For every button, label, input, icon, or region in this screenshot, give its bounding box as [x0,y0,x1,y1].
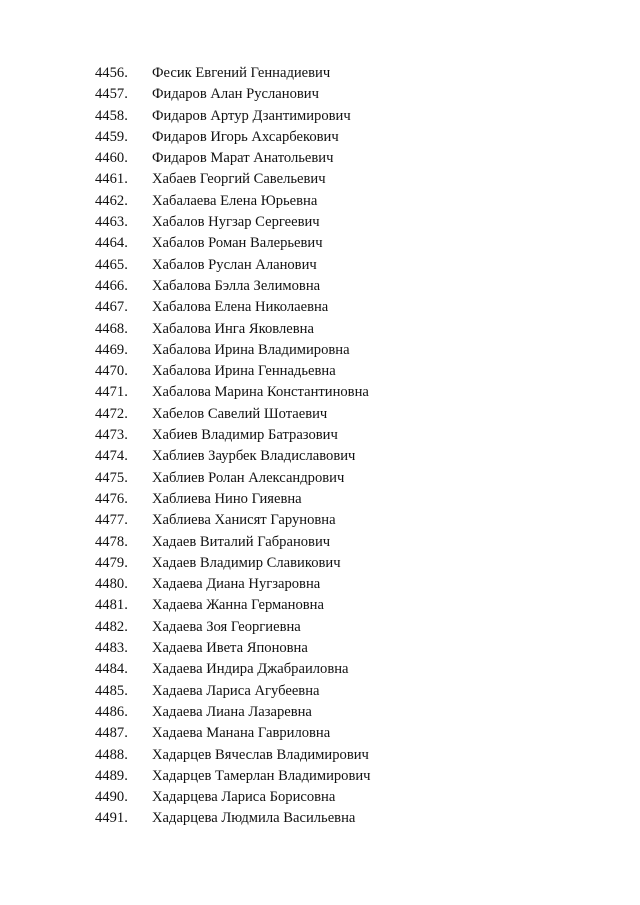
entry-name: Хаблиева Ханисят Гаруновна [152,512,336,529]
entry-number: 4462. [95,192,128,209]
entry-number: 4456. [95,65,128,81]
list-item [95,191,615,212]
entry-number: 4469. [95,341,128,358]
list-item [95,319,615,340]
entry-name: Хабалова Марина Константиновна [152,384,369,401]
entry-number: 4470. [95,363,128,380]
entry-number: 4487. [95,725,128,742]
entry-number: 4476. [95,490,128,507]
entry-name: Хадаева Лариса Агубеевна [152,682,320,699]
entry-name: Хадарцев Вячеслав Владимирович [152,746,369,763]
entry-name: Хадаев Виталий Габранович [152,533,331,550]
list-item [95,681,615,702]
entry-name: Хаблиев Ролан Александрович [152,469,345,486]
entry-name: Хабалова Инга Яковлевна [152,320,314,337]
entry-name: Фидаров Игорь Ахсарбекович [152,128,339,145]
entry-name: Хабиев Владимир Батразович [152,427,338,444]
entry-number: 4457. [95,86,128,103]
entry-name: Хадаева Индира Джабраиловна [152,661,349,678]
entry-number: 4468. [95,320,128,337]
entry-number: 4466. [95,277,128,294]
entry-name: Хадаева Зоя Георгиевна [152,618,301,635]
entry-number: 4480. [95,576,128,593]
entry-name: Хадаева Ивета Японовна [152,640,308,657]
entry-number: 4486. [95,703,128,720]
entry-name: Хаблиев Заурбек Владиславович [152,448,356,465]
entry-name: Хабелов Савелий Шотаевич [152,405,328,422]
entry-name: Хадаева Лиана Лазаревна [152,703,312,720]
list-item [95,382,615,403]
list-item [95,659,615,680]
entry-number: 4485. [95,682,128,699]
entry-number: 4474. [95,448,128,465]
entry-name: Хадаева Диана Нугзаровна [152,576,321,593]
list-item [95,808,615,829]
list-item [95,169,615,190]
entry-number: 4477. [95,512,128,529]
entry-number: 4489. [95,767,128,784]
list-item [95,745,615,766]
entry-name: Хабалов Роман Валерьевич [152,235,323,252]
entry-name: Хабалаева Елена Юрьевна [152,192,318,209]
entry-name: Фидаров Артур Дзантимирович [152,107,351,124]
name-list [95,63,615,830]
entry-name: Хадарцева Лариса Борисовна [152,789,336,806]
entry-number: 4471. [95,384,128,401]
entry-name: Хадаева Жанна Германовна [152,597,324,614]
entry-name: Хабалов Нугзар Сергеевич [152,214,320,231]
list-item [95,340,615,361]
entry-number: 4482. [95,618,128,635]
entry-name: Фидаров Алан Русланович [152,86,319,103]
list-item [95,468,615,489]
entry-number: 4459. [95,128,128,145]
list-item [95,595,615,616]
entry-number: 4478. [95,533,128,550]
entry-name: Хабалова Елена Николаевна [152,299,329,316]
list-item [95,361,615,382]
list-item [95,404,615,425]
list-item [95,617,615,638]
list-item [95,446,615,467]
entry-number: 4464. [95,235,128,252]
entry-number: 4484. [95,661,128,678]
list-item [95,638,615,659]
entry-number: 4488. [95,746,128,763]
list-item [95,510,615,531]
list-item [95,425,615,446]
entry-number: 4483. [95,640,128,657]
list-item [95,723,615,744]
list-item [95,233,615,254]
list-item [95,766,615,787]
list-item [95,489,615,510]
entry-number: 4473. [95,427,128,444]
entry-number: 4463. [95,214,128,231]
entry-name: Фесик Евгений Геннадиевич [152,65,331,81]
list-item [95,702,615,723]
list-item [95,212,615,233]
entry-name: Хабалова Ирина Владимировна [152,341,350,358]
entry-number: 4479. [95,554,128,571]
list-item [95,553,615,574]
entry-name: Хадарцев Тамерлан Владимирович [152,767,371,784]
entry-name: Хадарцева Людмила Васильевна [152,810,356,827]
entry-name: Хаблиева Нино Гияевна [152,490,302,507]
list-item [95,532,615,553]
entry-number: 4467. [95,299,128,316]
entry-name: Хадаев Владимир Славикович [152,554,341,571]
entry-number: 4481. [95,597,128,614]
entry-number: 4458. [95,107,128,124]
list-item [95,276,615,297]
list-item [95,297,615,318]
entry-number: 4460. [95,150,128,167]
list-item [95,255,615,276]
entry-number: 4490. [95,789,128,806]
list-item [95,148,615,169]
list-item [95,574,615,595]
list-item [95,787,615,808]
entry-name: Хабалова Бэлла Зелимовна [152,277,321,294]
entry-number: 4461. [95,171,128,188]
entry-name: Фидаров Марат Анатольевич [152,150,334,167]
list-item [95,106,615,127]
list-item [95,63,615,84]
list-item [95,84,615,105]
entry-number: 4491. [95,810,128,827]
entry-name: Хабалова Ирина Геннадьевна [152,363,336,380]
entry-name: Хадаева Манана Гавриловна [152,725,331,742]
list-item [95,127,615,148]
entry-name: Хабалов Руслан Аланович [152,256,317,273]
entry-number: 4472. [95,405,128,422]
entry-number: 4465. [95,256,128,273]
entry-name: Хабаев Георгий Савельевич [152,171,326,188]
entry-number: 4475. [95,469,128,486]
